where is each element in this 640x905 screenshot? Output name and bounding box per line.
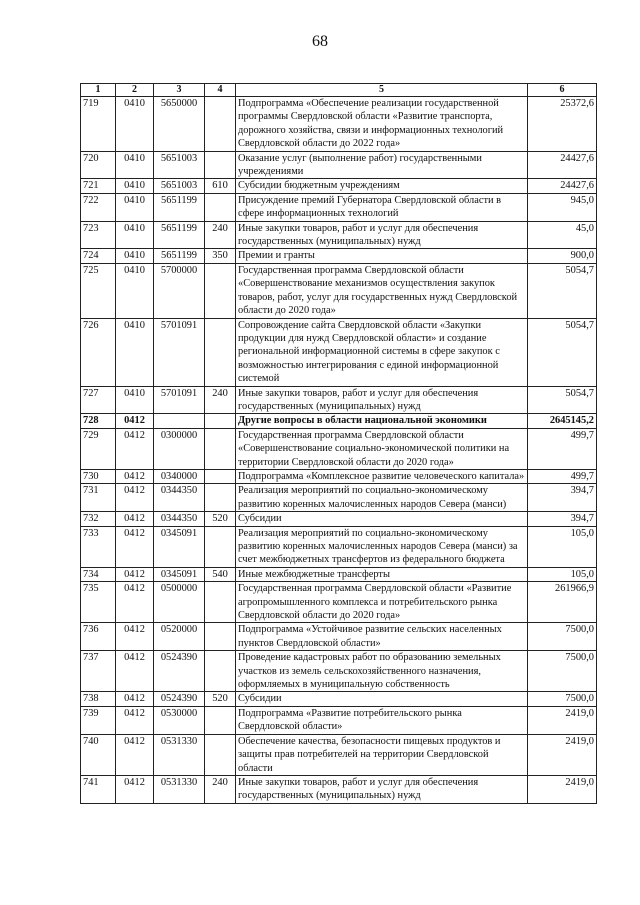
target-article-code: 0520000 <box>154 623 205 651</box>
item-name: Обеспечение качества, безопасности пищевых продуктов и защиты прав потребителей на территории Свердловской области <box>236 734 528 775</box>
table-row <box>81 318 597 386</box>
row-number: 728 <box>81 414 116 428</box>
table-row <box>81 151 597 179</box>
target-article-code: 5700000 <box>154 263 205 318</box>
section-code: 0412 <box>116 582 154 623</box>
table-row <box>81 526 597 567</box>
row-number: 720 <box>81 151 116 179</box>
row-number: 734 <box>81 567 116 581</box>
table-row <box>81 484 597 512</box>
expense-type-code <box>205 582 236 623</box>
item-name: Подпрограмма «Обеспечение реализации государственной программы Свердловской области «Развитие транспорта, дорожного хозяйства, связи и информационных технологий Свердловской области до 2022 года» <box>236 97 528 152</box>
amount: 24427,6 <box>528 179 597 193</box>
amount: 2419,0 <box>528 775 597 803</box>
expense-type-code: 240 <box>205 221 236 249</box>
amount: 45,0 <box>528 221 597 249</box>
table-row <box>81 734 597 775</box>
section-code: 0412 <box>116 692 154 706</box>
amount: 900,0 <box>528 249 597 263</box>
amount: 499,7 <box>528 428 597 469</box>
amount: 25372,6 <box>528 97 597 152</box>
target-article-code: 5651199 <box>154 249 205 263</box>
expense-type-code: 610 <box>205 179 236 193</box>
row-number: 732 <box>81 512 116 526</box>
amount: 2645145,2 <box>528 414 597 428</box>
item-name: Подпрограмма «Комплексное развитие человеческого капитала» <box>236 469 528 483</box>
table-row <box>81 179 597 193</box>
amount: 5054,7 <box>528 386 597 414</box>
expense-type-code <box>205 428 236 469</box>
table-row <box>81 428 597 469</box>
row-number: 719 <box>81 97 116 152</box>
target-article-code: 5651003 <box>154 179 205 193</box>
section-code: 0410 <box>116 221 154 249</box>
item-name: Субсидии <box>236 512 528 526</box>
table-row <box>81 623 597 651</box>
table-row <box>81 414 597 428</box>
item-name: Сопровождение сайта Свердловской области «Закупки продукции для нужд Свердловской области» и создание региональной информационной системы в сфере закупок с возможностью интегрирования с единой информационной системой <box>236 318 528 386</box>
expense-type-code: 520 <box>205 692 236 706</box>
item-name: Государственная программа Свердловской области «Развитие агропромышленного комплекса и потребительского рынка Свердловской области до 2020 года» <box>236 582 528 623</box>
row-number: 731 <box>81 484 116 512</box>
row-number: 724 <box>81 249 116 263</box>
amount: 261966,9 <box>528 582 597 623</box>
row-number: 721 <box>81 179 116 193</box>
amount: 5054,7 <box>528 263 597 318</box>
row-number: 726 <box>81 318 116 386</box>
target-article-code: 0300000 <box>154 428 205 469</box>
target-article-code: 0500000 <box>154 582 205 623</box>
target-article-code: 0524390 <box>154 651 205 692</box>
item-name: Реализация мероприятий по социально-экономическому развитию коренных малочисленных народов Севера (манси) <box>236 484 528 512</box>
section-code: 0410 <box>116 263 154 318</box>
section-code: 0410 <box>116 318 154 386</box>
table-row <box>81 469 597 483</box>
item-name: Присуждение премий Губернатора Свердловской области в сфере информационных технологий <box>236 193 528 221</box>
expense-type-code: 240 <box>205 386 236 414</box>
amount: 2419,0 <box>528 706 597 734</box>
row-number: 722 <box>81 193 116 221</box>
item-name: Оказание услуг (выполнение работ) государственными учреждениями <box>236 151 528 179</box>
target-article-code: 5651199 <box>154 221 205 249</box>
target-article-code: 0531330 <box>154 734 205 775</box>
row-number: 739 <box>81 706 116 734</box>
target-article-code: 5701091 <box>154 386 205 414</box>
table-row <box>81 97 597 152</box>
expense-type-code: 520 <box>205 512 236 526</box>
item-name: Субсидии <box>236 692 528 706</box>
amount: 105,0 <box>528 526 597 567</box>
section-code: 0412 <box>116 734 154 775</box>
col-header-name: 5 <box>236 84 528 97</box>
item-name: Иные закупки товаров, работ и услуг для обеспечения государственных (муниципальных) нужд <box>236 386 528 414</box>
expense-type-code <box>205 97 236 152</box>
target-article-code: 0345091 <box>154 567 205 581</box>
amount: 394,7 <box>528 484 597 512</box>
amount: 105,0 <box>528 567 597 581</box>
expense-type-code: 350 <box>205 249 236 263</box>
section-code: 0412 <box>116 567 154 581</box>
row-number: 727 <box>81 386 116 414</box>
row-number: 737 <box>81 651 116 692</box>
col-header-row-number: 1 <box>81 84 116 97</box>
table-row <box>81 249 597 263</box>
section-code: 0412 <box>116 706 154 734</box>
target-article-code: 5701091 <box>154 318 205 386</box>
table-row <box>81 582 597 623</box>
table-row <box>81 193 597 221</box>
row-number: 730 <box>81 469 116 483</box>
table-row <box>81 692 597 706</box>
table-row <box>81 386 597 414</box>
expense-type-code <box>205 484 236 512</box>
target-article-code: 5650000 <box>154 97 205 152</box>
expense-type-code <box>205 193 236 221</box>
item-name: Подпрограмма «Устойчивое развитие сельских населенных пунктов Свердловской области» <box>236 623 528 651</box>
target-article-code: 0345091 <box>154 526 205 567</box>
col-header-target-article: 3 <box>154 84 205 97</box>
target-article-code: 5651199 <box>154 193 205 221</box>
table-row <box>81 567 597 581</box>
section-code: 0410 <box>116 386 154 414</box>
expense-type-code <box>205 526 236 567</box>
section-code: 0412 <box>116 428 154 469</box>
row-number: 735 <box>81 582 116 623</box>
section-code: 0410 <box>116 97 154 152</box>
expense-type-code <box>205 734 236 775</box>
item-name: Государственная программа Свердловской области «Совершенствование социально-экономической политики на территории Свердловской области до 2020 года» <box>236 428 528 469</box>
page-number: 68 <box>312 33 328 50</box>
amount: 394,7 <box>528 512 597 526</box>
expense-type-code: 240 <box>205 775 236 803</box>
row-number: 725 <box>81 263 116 318</box>
target-article-code: 0530000 <box>154 706 205 734</box>
row-number: 740 <box>81 734 116 775</box>
section-code: 0412 <box>116 623 154 651</box>
target-article-code: 0340000 <box>154 469 205 483</box>
amount: 24427,6 <box>528 151 597 179</box>
item-name: Иные межбюджетные трансферты <box>236 567 528 581</box>
section-code: 0412 <box>116 512 154 526</box>
col-header-section: 2 <box>116 84 154 97</box>
item-name: Субсидии бюджетным учреждениям <box>236 179 528 193</box>
row-number: 733 <box>81 526 116 567</box>
target-article-code <box>154 414 205 428</box>
section-code: 0410 <box>116 151 154 179</box>
target-article-code: 0344350 <box>154 512 205 526</box>
amount: 7500,0 <box>528 692 597 706</box>
item-name: Подпрограмма «Развитие потребительского рынка Свердловской области» <box>236 706 528 734</box>
section-code: 0412 <box>116 775 154 803</box>
section-code: 0410 <box>116 193 154 221</box>
row-number: 741 <box>81 775 116 803</box>
expense-type-code <box>205 263 236 318</box>
amount: 2419,0 <box>528 734 597 775</box>
table-row <box>81 706 597 734</box>
item-name: Иные закупки товаров, работ и услуг для обеспечения государственных (муниципальных) нужд <box>236 221 528 249</box>
amount: 945,0 <box>528 193 597 221</box>
amount: 7500,0 <box>528 651 597 692</box>
target-article-code: 0531330 <box>154 775 205 803</box>
expense-type-code <box>205 151 236 179</box>
item-name: Реализация мероприятий по социально-экономическому развитию коренных малочисленных народов Севера (манси) за счет межбюджетных трансфертов из федерального бюджета <box>236 526 528 567</box>
amount: 499,7 <box>528 469 597 483</box>
row-number: 729 <box>81 428 116 469</box>
section-code: 0410 <box>116 179 154 193</box>
expense-type-code <box>205 318 236 386</box>
expense-type-code <box>205 414 236 428</box>
item-name: Премии и гранты <box>236 249 528 263</box>
row-number: 723 <box>81 221 116 249</box>
section-code: 0410 <box>116 249 154 263</box>
expense-type-code <box>205 469 236 483</box>
table-row <box>81 775 597 803</box>
target-article-code: 5651003 <box>154 151 205 179</box>
header-row <box>81 84 597 97</box>
row-number: 738 <box>81 692 116 706</box>
amount: 5054,7 <box>528 318 597 386</box>
col-header-amount: 6 <box>528 84 597 97</box>
section-code: 0412 <box>116 414 154 428</box>
target-article-code: 0344350 <box>154 484 205 512</box>
expense-type-code <box>205 623 236 651</box>
amount: 7500,0 <box>528 623 597 651</box>
budget-table <box>80 83 597 804</box>
item-name: Иные закупки товаров, работ и услуг для обеспечения государственных (муниципальных) нужд <box>236 775 528 803</box>
table-row <box>81 651 597 692</box>
expense-type-code: 540 <box>205 567 236 581</box>
section-code: 0412 <box>116 484 154 512</box>
item-name: Проведение кадастровых работ по образованию земельных участков из земель сельскохозяйственного назначения, оформляемых в муниципальную собственность <box>236 651 528 692</box>
section-code: 0412 <box>116 526 154 567</box>
expense-type-code <box>205 706 236 734</box>
expense-type-code <box>205 651 236 692</box>
row-number: 736 <box>81 623 116 651</box>
table-row <box>81 263 597 318</box>
table-row <box>81 221 597 249</box>
section-code: 0412 <box>116 651 154 692</box>
item-name: Другие вопросы в области национальной экономики <box>236 414 528 428</box>
col-header-expense-type: 4 <box>205 84 236 97</box>
target-article-code: 0524390 <box>154 692 205 706</box>
item-name: Государственная программа Свердловской области «Совершенствование механизмов осуществления закупок товаров, работ, услуг для государственных нужд Свердловской области до 2020 года» <box>236 263 528 318</box>
section-code: 0412 <box>116 469 154 483</box>
table-row <box>81 512 597 526</box>
